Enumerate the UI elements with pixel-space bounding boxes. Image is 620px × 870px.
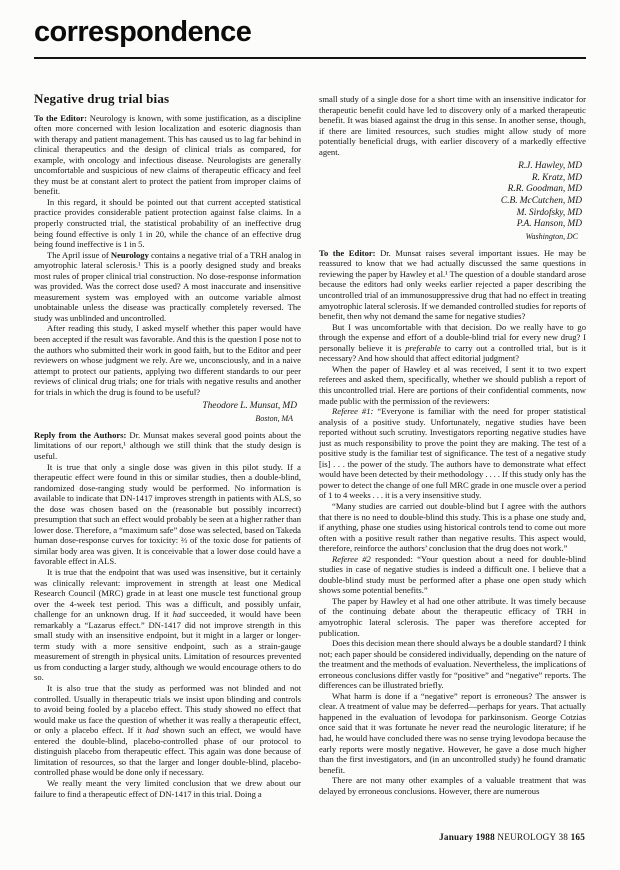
signature-name: P.A. Hanson, MD (516, 219, 582, 230)
paragraph (34, 250, 301, 324)
text-run: The April issue of (47, 249, 111, 260)
section-title: correspondence (34, 16, 252, 48)
text-run: “Everyone is familiar with the need for proper statistical analysis of a positive study. Unfortunately, negative studies have been reported without such scrutiny. Investigators reporting negative studies have just as much responsibility to prove the point they are making. The test of a positive study is the familiar test of significance. The test of a negative study [is] . . . the power of the study. The authors have to demonstrate what effect would have been detected by their methodology . . . . If this study only has the power to detect the change of one full MRC grade in one muscle over a period of 1 to 4 weeks . . . it is a very insensitive study. (319, 406, 586, 501)
paragraph (319, 775, 586, 796)
signature-block (34, 401, 297, 425)
paragraph (319, 406, 586, 501)
text-run: “Many studies are carried out double-blind but I agree with the authors that there is no need to double-blind this study. This is a phase one study and, if anything, phase one studies using historical controls tend to come out more often with a positive result rather than negative results. This aspect would, therefore, reinforce the authors’ conclusion that the drug does not work.” (319, 500, 586, 554)
paragraph (34, 567, 301, 683)
letter-heading (34, 94, 301, 105)
text-run: Neurology (110, 249, 149, 260)
paragraph (34, 113, 301, 197)
paragraph (34, 462, 301, 567)
signature-location: Boston, MA (255, 413, 293, 423)
text-run: contains a negative trial of a TRH analog in amyotrophic lateral sclerosis.¹ This is a poorly designed study and breaks most rules of proper clinical trial construction. No dose-response information was provided. Was the correct dose used? A most inaccurate and insensitive measurement system was employed with an outcome variable almost unobtainable unless the disease was practically completely reversed. The study was unblinded and uncontrolled. (34, 249, 301, 323)
text-run: After reading this study, I asked myself whether this paper would have been accepted if the result was favorable. And this is the question I pose not to the authors who submitted their work in good faith, but to the Editor and peer reviewers on whose judgment we rely. Are we, unconsciously, and in a naive attempt to protect our patients, applying two different standards to our peer reviews of clinical drug trials; one for trials with negative results and another for trials in which the drug is found to be useful? (34, 323, 301, 397)
paragraph (319, 322, 586, 364)
text-run: To the Editor: (319, 247, 381, 258)
text-run: There are not many other examples of a valuable treatment that was delayed by erroneous conclusions. However, there are numerous (319, 775, 586, 796)
text-run: small study of a single dose for a short time with an insensitive indicator for therapeutic benefit could have led to discovery only of a marked therapeutic benefit. It was biased against the drug in this sense. In another sense, though, if there are limited resources, such studies might allow study of more potentially beneficial drugs, with earlier discovery of a markedly effective agent. (319, 94, 586, 157)
signature-name: R.R. Goodman, MD (507, 184, 582, 195)
left-column (34, 94, 301, 846)
text-run: Reply from the Authors: (34, 429, 130, 440)
text-run: Does this decision mean there should always be a double standard? I think not; each paper should be considered individually, depending on the nature of the treatment and the methods of evaluation. Nevertheless, the implications of erroneous conclusions differ vastly for “positive” and “negative” reports. The differences can be illustrated briefly. (319, 638, 586, 691)
paragraph (319, 638, 586, 691)
paragraph (319, 364, 586, 406)
paragraph (34, 778, 301, 799)
footer-page-number: 165 (570, 832, 585, 842)
text-run: Negative drug trial bias (34, 94, 170, 106)
text-run: responded: “Your question about a need for double-blind studies in case of negative studies is indeed a difficult one. I believe that a double-blind study must be performed after a phase one open study which shows some potential benefits.” (319, 553, 586, 596)
text-run: Dr. Munsat raises several important issues. He may be reassured to know that we had actually discussed the same questions in reviewing the paper by Hawley et al.¹ The question of a double standard arose because the editors had only weeks earlier rejected a paper describing the uncontrolled trial of an immunosuppressive drug that had no effect in treating amyotrophic lateral sclerosis. If we demanded controlled studies for reports of benefit, then why not demand the same for negative studies? (319, 247, 586, 322)
text-run: Referee #1: (332, 406, 378, 417)
text-run: had (145, 725, 159, 736)
signature-block (319, 161, 582, 243)
signature-name: M. Sirdofsky, MD (516, 207, 582, 218)
text-run: preferable (405, 342, 441, 353)
signature-location: Washington, DC (525, 231, 578, 241)
text-run: It is true that only a single dose was given in this pilot study. If a therapeutic effect were found in this or similar studies, then a double-blind, randomized dose-ranging study would be performed. No information is available to indicate that DN-1417 improves strength in patients with ALS, so the dose was chosen based on the (reasonable but possibly incorrect) presumption that such an effect would probably be seen at a higher rather than lower dose. Therefore, a “maximum safe” dose was selected, based on Takeda human dose-response curves for toxicity: ⅔ of the toxic dose for patients of similar body area was given. It is conceivable that a lower dose could have a favorable effect in ALS. (34, 461, 301, 567)
signature-name: R.J. Hawley, MD (518, 161, 582, 172)
paragraph (34, 323, 301, 397)
text-run: It is true that the endpoint that was used was insensitive, but it certainly was clinically relevant: improvement in strength at least one Medical Research Council (MRC) grade in at least one muscle test functional group over the 4-week test period. This was a difficult, and possibly unfair, challenge for an unknown drug. If it (34, 567, 301, 620)
footer-issue-date: January 1988 (439, 832, 495, 842)
footer-journal-name: NEUROLOGY 38 (497, 832, 569, 842)
two-column-body (34, 94, 586, 846)
paragraph (319, 501, 586, 554)
text-run: succeeded, it would have been remarkably a “Lazarus effect.” DN-1417 did not improve strength in this small study with an insensitive endpoint, but it might in a larger or longer-term study with a more sensitive endpoint, such as a strain-gauge measurement of strength in physical units. Limitation of resources prevented us from conducting a larger study, although we would encourage others to do so. (34, 609, 301, 683)
text-run: to carry out a controlled trial, but is it necessary? And how should that affect editorial judgment? (319, 342, 586, 364)
paragraph (34, 430, 301, 462)
text-run: Referee #2 (332, 553, 371, 564)
text-run: In this regard, it should be pointed out that current accepted statistical practice provides considerable patient protection against false claims. In a properly constructed trial, the statistical probability of an ineffective drug being found effective is only 1 in 20, while the chance of an effective drug being found ineffective is 1 in 5. (34, 196, 301, 250)
signature-name: Theodore L. Munsat, MD (202, 401, 297, 412)
paragraph (34, 197, 301, 250)
text-run: It is also true that the study as performed was not blinded and not controlled. Usually in therapeutic trials we insist upon blinding and controls to avoid being fooled by a placebo effect. This study showed no effect that would make us face the question of whether it was really a therapeutic effect, or only a placebo effect. If it (34, 683, 301, 736)
text-run: The paper by Hawley et al had one other attribute. It was timely because of the continuing debate about the therapeutic efficacy of TRH in amyotrophic lateral sclerosis. The paper was therefore accepted for publication. (319, 595, 586, 638)
text-run: When the paper of Hawley et al was received, I sent it to two expert referees and asked them, specifically, whether we should publish a report of this uncontrolled trial. Here are portions of their confidential comments, now made public with the permission of the reviewers: (319, 363, 586, 406)
text-run: But I was uncomfortable with that decision. Do we really have to go through the expense and effort of a double-blind trial for every new drug? I personally believe it is (319, 321, 586, 353)
right-column (319, 94, 586, 846)
signature-name: C.B. McCutchen, MD (500, 196, 582, 207)
text-run: To the Editor: (34, 112, 90, 123)
text-run: Neurology is known, with some justification, as a discipline often more concerned with lesion localization and esoteric diagnosis than with therapy and patient management. This has caused us to lag far behind in clinical therapeutics and the design of clinical trials as compared, for example, with oncology and infectious disease. Neurologists are generally uncomfortable and suspicious of new claims of therapeutic efficacy and feel they must be at constant alert to protect the patient from improper claims of benefit. (34, 112, 301, 197)
paragraph (319, 596, 586, 638)
text-run: shown such an effect, we would have entered the double-blind, placebo-controlled phase of our protocol to distinguish placebo from therapeutic effect. This again was done because of limitation of resources, so that the larger and longer double-blind, placebo-controlled phase would be done only if necessary. (34, 725, 301, 778)
header-rule (34, 57, 586, 59)
paragraph (319, 94, 586, 157)
paragraph (319, 554, 586, 596)
text-run: had (172, 609, 186, 620)
paragraph (34, 683, 301, 778)
page-footer (439, 832, 585, 842)
text-run: We really meant the very limited conclusion that we drew about our failure to find a therapeutic effect of DN-1417 in this trial. Doing a (34, 777, 301, 799)
paragraph (319, 691, 586, 775)
text-run: What harm is done if a “negative” report is erroneous? The answer is clear. A treatment of value may be deferred—perhaps for years. That actually happened in the evaluation of levodopa for parkinsonism. George Cotzias once said that it was fortunate he never read the neurologic literature; if he had, he would have concluded there was no sense trying levodopa because the early reports were mostly negative. However, he gave a dose much higher than the first investigators, and (in an uncontrolled study) he found dramatic benefit. (319, 690, 586, 775)
signature-name: R. Kratz, MD (531, 172, 582, 183)
text-run: Dr. Munsat makes several good points about the limitations of our report,¹ although we still think that the study design is useful. (34, 429, 301, 461)
paragraph (319, 248, 586, 322)
